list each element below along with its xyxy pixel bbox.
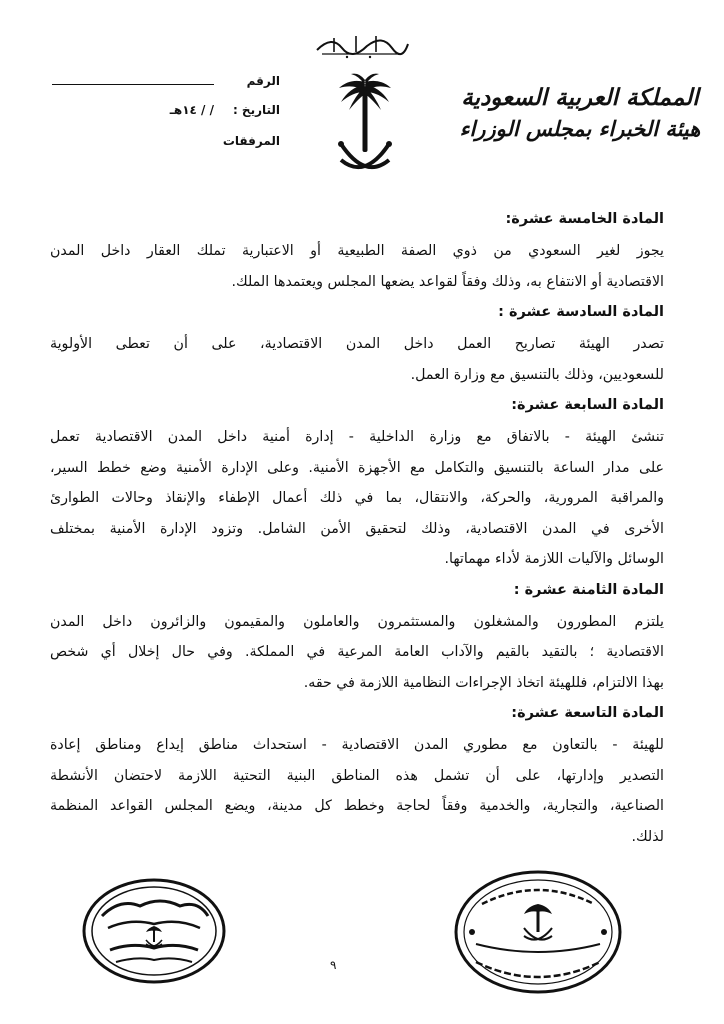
date-row <box>52 103 280 134</box>
text-line: تصدر الهيئة تصاريح العمل داخل المدن الاقتصادية، على أن تعطى الأولوية <box>50 336 664 352</box>
ref-number-line <box>52 72 214 85</box>
ref-number-row <box>52 72 280 103</box>
article-heading: المادة السادسة عشرة : <box>498 304 664 320</box>
date-label: التاريخ : <box>232 103 280 117</box>
text-line: الصناعية، والتجارية، والخدمية وفقاً لحاجة وخطط كل مدينة، ويضع المجلس القواعد المنظمة <box>50 798 664 814</box>
palm-swords-emblem-icon <box>335 72 395 182</box>
ref-number-label: الرقم <box>246 74 280 88</box>
article-heading: المادة الخامسة عشرة: <box>505 211 664 227</box>
article-text <box>50 236 664 297</box>
text-line: التصدير وإدارتها، على أن تشمل هذه المناطق البنية التحتية اللازمة لاحتضان الأنشطة <box>50 767 664 784</box>
text-line: الاقتصادية أو الانتفاع به، وذلك وفقاً لقواعد يضعها المجلس ويعتمدها الملك. <box>231 273 664 290</box>
org-name-line1: المملكة العربية السعودية <box>461 84 699 111</box>
article-heading: المادة السابعة عشرة: <box>511 397 664 413</box>
basmala-calligraphy <box>312 30 412 60</box>
article-15 <box>50 208 664 297</box>
article-text <box>50 607 664 699</box>
organization-header <box>454 82 706 144</box>
royal-court-seal-icon <box>80 876 228 986</box>
article-text <box>50 730 664 852</box>
text-line: يجوز لغير السعودي من ذوي الصفة الطبيعية أو الاعتبارية تملك العقار داخل المدن <box>50 243 664 259</box>
experts-commission-seal-icon <box>452 868 624 996</box>
text-line: للسعوديين، وذلك بالتنسيق مع وزارة العمل. <box>410 366 664 383</box>
article-17 <box>50 394 664 575</box>
document-body <box>50 208 664 856</box>
text-line: تنشئ الهيئة - بالاتفاق مع وزارة الداخلية - إدارة أمنية داخل المدن الاقتصادية تعمل <box>50 429 664 445</box>
attachments-label: المرفقات <box>222 134 280 148</box>
article-text <box>50 329 664 390</box>
text-line: الوسائل والآليات اللازمة لأداء مهماتها. <box>444 551 664 567</box>
attachments-row <box>52 134 280 165</box>
article-18 <box>50 579 664 699</box>
text-line: بهذا الالتزام، فللهيئة اتخاذ الإجراءات النظامية اللازمة في حقه. <box>303 674 664 691</box>
text-line: على مدار الساعة بالتنسيق والتكامل مع الأجهزة الأمنية. وعلى الإدارة الأمنية وضع خطط السير، <box>50 459 664 476</box>
text-line: الاقتصادية ؛ بالتقيد بالقيم والآداب العامة المرعية في المملكة. وفي حال إخلال أي شخص <box>50 644 664 660</box>
date-value: / / ١٤هـ <box>169 103 214 117</box>
article-heading: المادة التاسعة عشرة: <box>511 705 664 721</box>
reference-block <box>52 72 280 165</box>
org-name-line2: هيئة الخبراء بمجلس الوزراء <box>459 116 701 141</box>
article-19 <box>50 702 664 852</box>
text-line: الأخرى في المدن الاقتصادية، وذلك لتحقيق الأمن الشامل. وتزود الإدارة الأمنية بمختلف <box>50 520 664 537</box>
text-line: للهيئة - بالتعاون مع مطوري المدن الاقتصادية - استحداث مناطق إيداع ومناطق إعادة <box>50 737 664 753</box>
text-line: والمراقبة المرورية، والحركة، والانتقال، بما في ذلك أعمال الإطفاء والإنقاذ وحالات الطوارئ <box>50 490 664 506</box>
article-heading: المادة الثامنة عشرة : <box>513 581 664 598</box>
article-text <box>50 422 664 575</box>
text-line: يلتزم المطورون والمشغلون والمستثمرون والعاملون والمقيمون والزائرون داخل المدن <box>50 613 664 630</box>
article-16 <box>50 301 664 390</box>
page-number: ٩ <box>330 958 337 972</box>
text-line: لذلك. <box>631 828 664 845</box>
